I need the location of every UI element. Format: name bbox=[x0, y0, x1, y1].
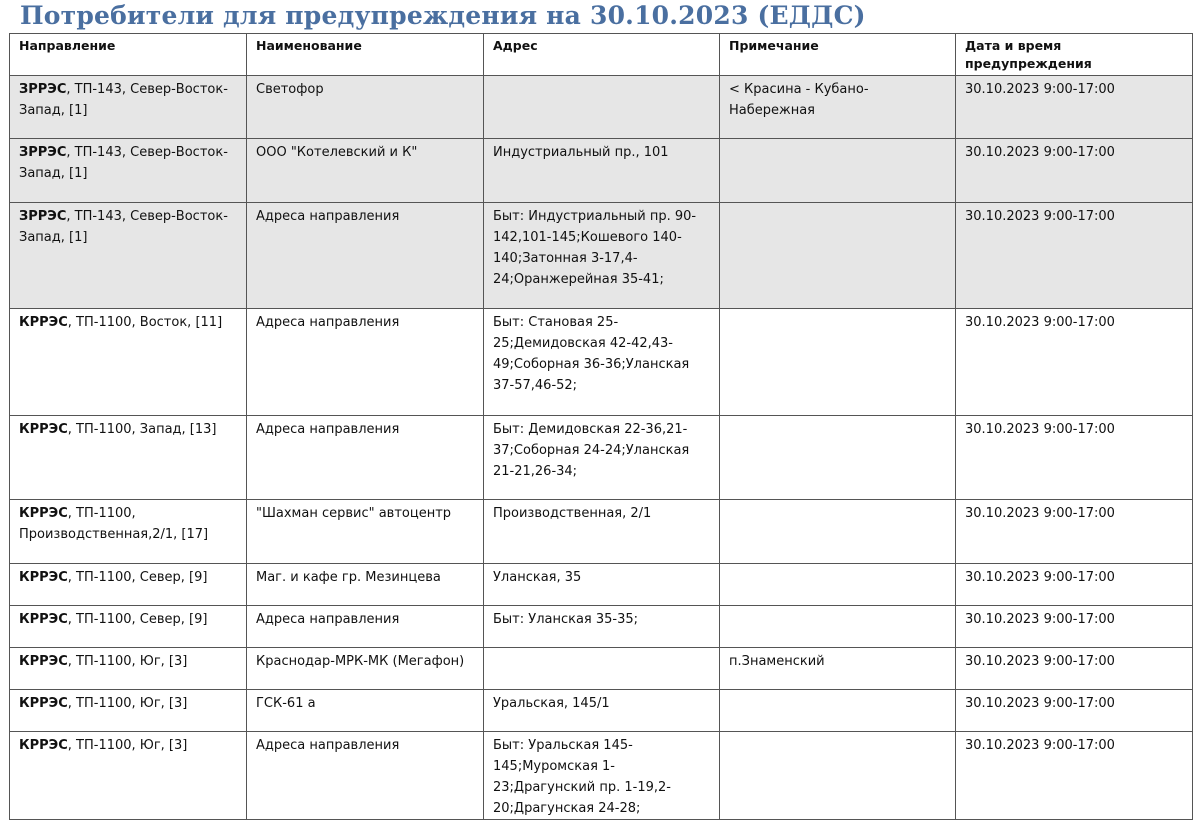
network-code: КРРЭС bbox=[19, 315, 68, 330]
note-cell bbox=[720, 500, 956, 564]
address-cell: Индустриальный пр., 101 bbox=[484, 139, 720, 203]
name-cell: Адреса направления bbox=[247, 203, 484, 309]
name-cell: Светофор bbox=[247, 76, 484, 139]
name-cell: Адреса направления bbox=[247, 732, 484, 820]
note-cell bbox=[720, 564, 956, 606]
address-cell: Уральская, 145/1 bbox=[484, 690, 720, 732]
network-code: КРРЭС bbox=[19, 654, 68, 669]
datetime-cell: 30.10.2023 9:00-17:00 bbox=[956, 606, 1193, 648]
direction-text: , ТП-1100, Юг, [3] bbox=[67, 696, 188, 711]
address-cell: Быт: Уланская 35-35; bbox=[484, 606, 720, 648]
table-row bbox=[10, 648, 1193, 690]
name-cell: Маг. и кафе гр. Мезинцева bbox=[247, 564, 484, 606]
table-row bbox=[10, 690, 1193, 732]
page-title: Потребители для предупреждения на 30.10.2023 (ЕДДС) bbox=[20, 1, 866, 30]
datetime-cell: 30.10.2023 9:00-17:00 bbox=[956, 690, 1193, 732]
table-row bbox=[10, 606, 1193, 648]
table-row bbox=[10, 76, 1193, 139]
network-code: КРРЭС bbox=[19, 506, 68, 521]
header-direction: Направление bbox=[10, 34, 247, 76]
datetime-cell: 30.10.2023 9:00-17:00 bbox=[956, 309, 1193, 416]
network-code: ЗРРЭС bbox=[19, 145, 67, 160]
direction-text: , ТП-1100, Восток, [11] bbox=[67, 315, 223, 330]
name-cell: Адреса направления bbox=[247, 606, 484, 648]
table-row bbox=[10, 732, 1193, 820]
direction-cell bbox=[10, 606, 247, 648]
header-name: Наименование bbox=[247, 34, 484, 76]
header-address: Адрес bbox=[484, 34, 720, 76]
table-row bbox=[10, 500, 1193, 564]
header-row bbox=[10, 34, 1193, 76]
address-cell: Быт: Индустриальный пр. 90-142,101-145;Кошевого 140-140;Затонная 3-17,4-24;Оранжерейная 35-41; bbox=[484, 203, 720, 309]
direction-text: , ТП-1100, Запад, [13] bbox=[67, 422, 217, 437]
direction-text: , ТП-1100, Север, [9] bbox=[67, 570, 208, 585]
table-row bbox=[10, 564, 1193, 606]
table-row bbox=[10, 203, 1193, 309]
direction-text: , ТП-1100, Север, [9] bbox=[67, 612, 208, 627]
note-cell: < Красина - Кубано-Набережная bbox=[720, 76, 956, 139]
direction-cell bbox=[10, 500, 247, 564]
header-note: Примечание bbox=[720, 34, 956, 76]
direction-text: , ТП-1100, Юг, [3] bbox=[67, 738, 188, 753]
address-cell: Уланская, 35 bbox=[484, 564, 720, 606]
direction-text: , ТП-143, Север-Восток-Запад, [1] bbox=[19, 82, 228, 118]
note-cell bbox=[720, 690, 956, 732]
address-cell bbox=[484, 648, 720, 690]
datetime-cell: 30.10.2023 9:00-17:00 bbox=[956, 416, 1193, 500]
network-code: ЗРРЭС bbox=[19, 209, 67, 224]
direction-text: , ТП-1100, Юг, [3] bbox=[67, 654, 188, 669]
direction-cell bbox=[10, 139, 247, 203]
network-code: ЗРРЭС bbox=[19, 82, 67, 97]
direction-text: , ТП-143, Север-Восток-Запад, [1] bbox=[19, 145, 228, 181]
network-code: КРРЭС bbox=[19, 738, 68, 753]
note-cell bbox=[720, 606, 956, 648]
datetime-cell: 30.10.2023 9:00-17:00 bbox=[956, 139, 1193, 203]
direction-cell bbox=[10, 309, 247, 416]
network-code: КРРЭС bbox=[19, 696, 68, 711]
direction-cell bbox=[10, 648, 247, 690]
datetime-cell: 30.10.2023 9:00-17:00 bbox=[956, 648, 1193, 690]
note-cell bbox=[720, 416, 956, 500]
note-cell: п.Знаменский bbox=[720, 648, 956, 690]
note-cell bbox=[720, 203, 956, 309]
address-cell: Производственная, 2/1 bbox=[484, 500, 720, 564]
direction-text: , ТП-1100, Производственная,2/1, [17] bbox=[19, 506, 209, 542]
note-cell bbox=[720, 732, 956, 820]
direction-cell bbox=[10, 732, 247, 820]
network-code: КРРЭС bbox=[19, 422, 68, 437]
name-cell: ООО "Котелевский и К" bbox=[247, 139, 484, 203]
note-cell bbox=[720, 139, 956, 203]
direction-cell bbox=[10, 690, 247, 732]
network-code: КРРЭС bbox=[19, 570, 68, 585]
datetime-cell: 30.10.2023 9:00-17:00 bbox=[956, 500, 1193, 564]
datetime-cell: 30.10.2023 9:00-17:00 bbox=[956, 564, 1193, 606]
direction-cell bbox=[10, 203, 247, 309]
note-cell bbox=[720, 309, 956, 416]
table-row bbox=[10, 309, 1193, 416]
address-cell: Быт: Уральская 145-145;Муромская 1-23;Драгунский пр. 1-19,2-20;Драгунская 24-28; bbox=[484, 732, 720, 820]
address-cell: Быт: Становая 25-25;Демидовская 42-42,43-49;Соборная 36-36;Уланская 37-57,46-52; bbox=[484, 309, 720, 416]
table-row bbox=[10, 139, 1193, 203]
direction-cell bbox=[10, 76, 247, 139]
name-cell: Адреса направления bbox=[247, 309, 484, 416]
datetime-cell: 30.10.2023 9:00-17:00 bbox=[956, 203, 1193, 309]
datetime-cell: 30.10.2023 9:00-17:00 bbox=[956, 732, 1193, 820]
table-row bbox=[10, 416, 1193, 500]
name-cell: ГСК-61 а bbox=[247, 690, 484, 732]
name-cell: "Шахман сервис" автоцентр bbox=[247, 500, 484, 564]
direction-cell bbox=[10, 416, 247, 500]
name-cell: Краснодар-МРК-МК (Мегафон) bbox=[247, 648, 484, 690]
address-cell: Быт: Демидовская 22-36,21-37;Соборная 24-24;Уланская 21-21,26-34; bbox=[484, 416, 720, 500]
address-cell bbox=[484, 76, 720, 139]
network-code: КРРЭС bbox=[19, 612, 68, 627]
datetime-cell: 30.10.2023 9:00-17:00 bbox=[956, 76, 1193, 139]
name-cell: Адреса направления bbox=[247, 416, 484, 500]
direction-text: , ТП-143, Север-Восток-Запад, [1] bbox=[19, 209, 228, 245]
consumers-table bbox=[9, 33, 1193, 820]
direction-cell bbox=[10, 564, 247, 606]
header-datetime: Дата и время предупреждения bbox=[956, 34, 1193, 76]
